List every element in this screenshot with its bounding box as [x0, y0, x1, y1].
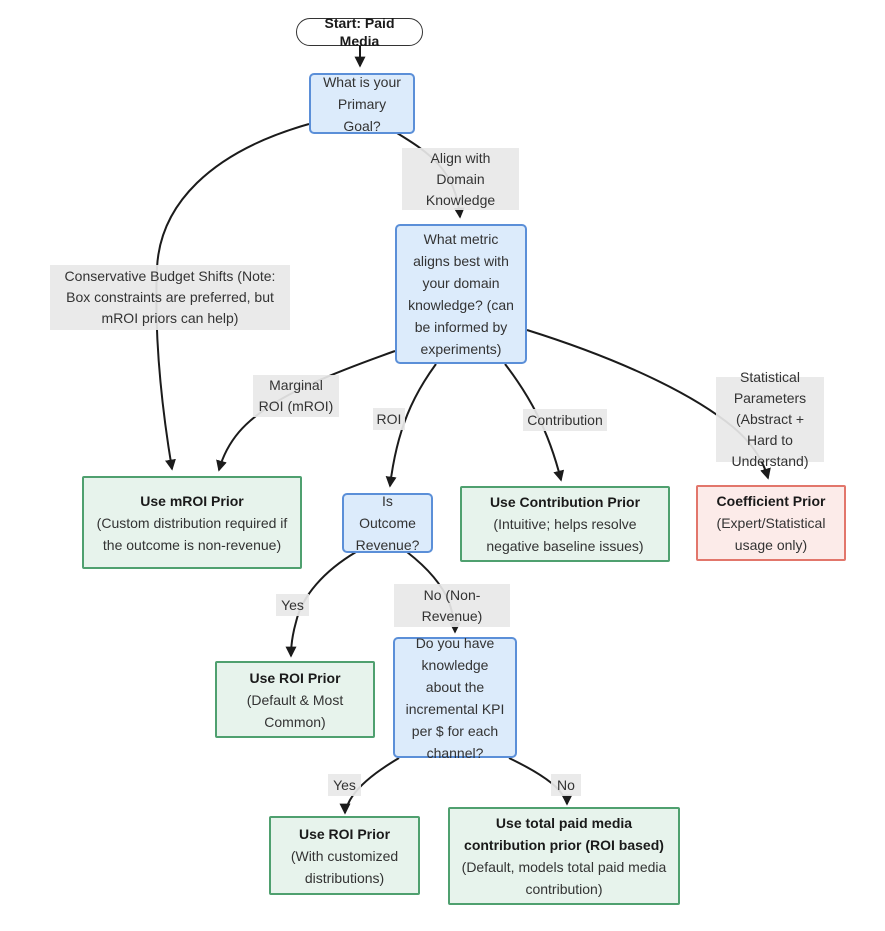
edge-label-text: No (Non-Revenue): [421, 586, 483, 624]
node-note: (Custom distribution required if the outcome is non-revenue): [96, 514, 288, 553]
edge-label-no-kpi: [551, 774, 581, 796]
edge-label-text: Marginal ROI (mROI): [258, 377, 334, 414]
node-note: (Expert/Statistical usage only): [716, 515, 826, 553]
edge-label-marginal-roi: [253, 375, 339, 417]
edge-label-text: Statistical Parameters (Abstract + Hard to Understand): [731, 369, 809, 469]
node-note: (Default, models total paid media contribution): [461, 859, 667, 897]
node-title: Use total paid media contribution prior (ROI based): [464, 815, 664, 853]
node-label: What is your Primary Goal?: [323, 73, 401, 134]
node-metric-question: [395, 224, 527, 364]
node-title: Use ROI Prior: [249, 669, 341, 686]
node-primary-goal: [309, 73, 415, 134]
node-label: Start: Paid Media: [324, 15, 395, 49]
node-label: Do you have knowledge about the incremental KPI per $ for each channel?: [405, 634, 505, 761]
edge-label-no-non-revenue: [394, 584, 510, 627]
edge-label-text: No: [557, 776, 575, 793]
node-use-mroi-prior: [82, 476, 302, 569]
edge-label-text: Yes: [281, 596, 304, 613]
node-use-roi-prior-default: [215, 661, 375, 738]
node-use-contribution-prior: [460, 486, 670, 562]
node-coefficient-prior: [696, 485, 846, 561]
edge-label-contribution: [523, 409, 607, 431]
edge-label-statistical-parameters: [716, 369, 824, 469]
node-note: (Default & Most Common): [246, 691, 344, 730]
edge-label-text: Conservative Budget Shifts (Note: Box constraints are preferred, but mROI priors can help): [64, 268, 276, 326]
node-note: (Intuitive; helps resolve negative baseline issues): [486, 516, 644, 554]
edge-label-align-domain: [402, 148, 519, 210]
node-start-paid-media: [296, 15, 423, 49]
edge-label-text: Yes: [333, 776, 356, 793]
node-kpi-knowledge: [393, 634, 517, 761]
edge-label-roi: [373, 408, 405, 430]
edge-label-yes-revenue: [276, 594, 309, 616]
node-label: Is Outcome Revenue?: [355, 493, 420, 553]
edge-label-text: ROI: [376, 410, 402, 427]
edge-label-text: Align with Domain Knowledge: [425, 149, 496, 208]
edge-label-conservative-budget: [50, 265, 290, 330]
node-note: (With customized distributions): [290, 847, 399, 886]
edge-label-text: Contribution: [527, 411, 603, 428]
edge-label-yes-kpi: [328, 774, 361, 796]
node-use-roi-prior-custom: [269, 816, 420, 895]
node-title: Use mROI Prior: [140, 492, 244, 509]
node-label: What metric aligns best with your domain knowledge? (can be informed by experiments): [408, 231, 514, 357]
node-title: Use Contribution Prior: [489, 494, 641, 510]
node-title: Coefficient Prior: [716, 493, 826, 509]
node-is-outcome-revenue: [342, 493, 433, 553]
node-use-total-paid-media-prior: [448, 807, 680, 905]
node-title: Use ROI Prior: [298, 825, 391, 842]
